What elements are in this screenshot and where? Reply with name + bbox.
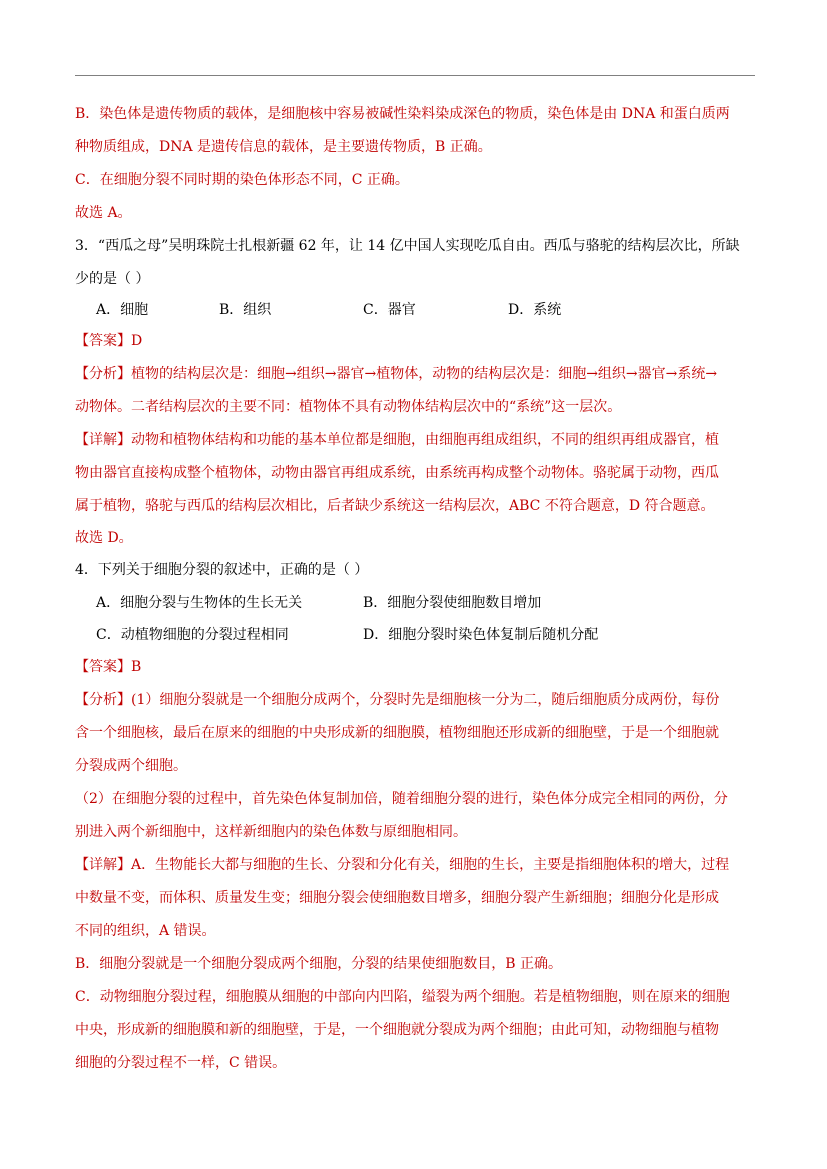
q4-analysis-line5: 别进入两个新细胞中，这样新细胞内的染色体数与原细胞相同。 bbox=[75, 824, 467, 840]
q4-detail-c-line3: 细胞的分裂过程不一样，C 错误。 bbox=[75, 1055, 287, 1071]
q4-analysis-line2: 含一个细胞核，最后在原来的细胞的中央形成新的细胞膜，植物细胞还形成新的细胞壁，于是一个细胞就 bbox=[75, 725, 719, 741]
q4-detail-c-line1: C．动物细胞分裂过程，细胞膜从细胞的中部向内凹陷，缢裂为两个细胞。若是植物细胞，则在原来的细胞 bbox=[75, 989, 730, 1005]
q3-answer: 【答案】D bbox=[75, 333, 143, 349]
q3-option-a: A．细胞 bbox=[96, 302, 149, 318]
q3-detail-line2: 物由器官直接构成整个植物体，动物由器官再组成系统，由系统再构成整个动物体。骆驼属于动物，西瓜 bbox=[75, 465, 719, 481]
q4-analysis-line3: 分裂成两个细胞。 bbox=[75, 758, 187, 774]
q3-conclusion: 故选 D。 bbox=[75, 530, 133, 546]
q3-option-b: B．组织 bbox=[219, 302, 272, 318]
q3-stem-line2: 少的是（ ） bbox=[75, 271, 150, 287]
q4-option-d: D．细胞分裂时染色体复制后随机分配 bbox=[363, 627, 599, 643]
q4-option-b: B．细胞分裂使细胞数目增加 bbox=[363, 595, 542, 611]
q4-detail-a-line2: 中数量不变，而体积、质量发生变；细胞分裂会使细胞数目增多，细胞分裂产生新细胞；细胞分化是形成 bbox=[75, 890, 719, 906]
q4-option-a: A．细胞分裂与生物体的生长无关 bbox=[96, 595, 303, 611]
q3-detail-line1: 【详解】动物和植物体结构和功能的基本单位都是细胞，由细胞再组成组织，不同的组织再组成器官，植 bbox=[75, 432, 719, 448]
prev-explanation-b-line2: 种物质组成，DNA 是遗传信息的载体，是主要遗传物质，B 正确。 bbox=[75, 139, 492, 155]
q4-detail-a-line1: 【详解】A．生物能长大都与细胞的生长、分裂和分化有关，细胞的生长，主要是指细胞体积的增大，过程 bbox=[75, 857, 730, 873]
q3-stem-line1: 3．“西瓜之母”吴明珠院士扎根新疆 62 年，让 14 亿中国人实现吃瓜自由。西瓜与骆驼的结构层次比，所缺 bbox=[75, 238, 740, 254]
q3-option-d: D．系统 bbox=[508, 302, 562, 318]
prev-explanation-b-line1: B．染色体是遗传物质的载体，是细胞核中容易被碱性染料染成深色的物质，染色体是由 DNA 和蛋白质两 bbox=[75, 106, 730, 122]
q4-answer: 【答案】B bbox=[75, 659, 142, 675]
header-rule bbox=[75, 75, 755, 76]
q4-detail-c-line2: 中央，形成新的细胞膜和新的细胞壁，于是，一个细胞就分裂成为两个细胞；由此可知，动物细胞与植物 bbox=[75, 1022, 719, 1038]
q4-detail-b-line: B．细胞分裂就是一个细胞分裂成两个细胞，分裂的结果使细胞数目，B 正确。 bbox=[75, 956, 563, 972]
q3-analysis-line2: 动物体。二者结构层次的主要不同：植物体不具有动物体结构层次中的“系统”这一层次。 bbox=[75, 399, 622, 415]
q4-detail-a-line3: 不同的组织，A 错误。 bbox=[75, 923, 216, 939]
q4-analysis-line1: 【分析】(1）细胞分裂就是一个细胞分成两个，分裂时先是细胞核一分为二，随后细胞质分成两份，每份 bbox=[75, 692, 720, 708]
q3-analysis-line1: 【分析】植物的结构层次是：细胞→组织→器官→植物体，动物的结构层次是：细胞→组织→器官→系统→ bbox=[75, 366, 718, 382]
q4-analysis-line4: （2）在细胞分裂的过程中，首先染色体复制加倍，随着细胞分裂的进行，染色体分成完全相同的两份，分 bbox=[75, 791, 728, 807]
prev-explanation-c-line: C．在细胞分裂不同时期的染色体形态不同，C 正确。 bbox=[75, 172, 409, 188]
q3-detail-line3: 属于植物，骆驼与西瓜的结构层次相比，后者缺少系统这一结构层次，ABC 不符合题意，D 符合题意。 bbox=[75, 498, 715, 514]
q4-option-c: C．动植物细胞的分裂过程相同 bbox=[96, 627, 289, 643]
q3-option-c: C．器官 bbox=[363, 302, 416, 318]
q4-stem: 4．下列关于细胞分裂的叙述中，正确的是（ ） bbox=[75, 562, 369, 578]
prev-conclusion: 故选 A。 bbox=[75, 205, 132, 221]
